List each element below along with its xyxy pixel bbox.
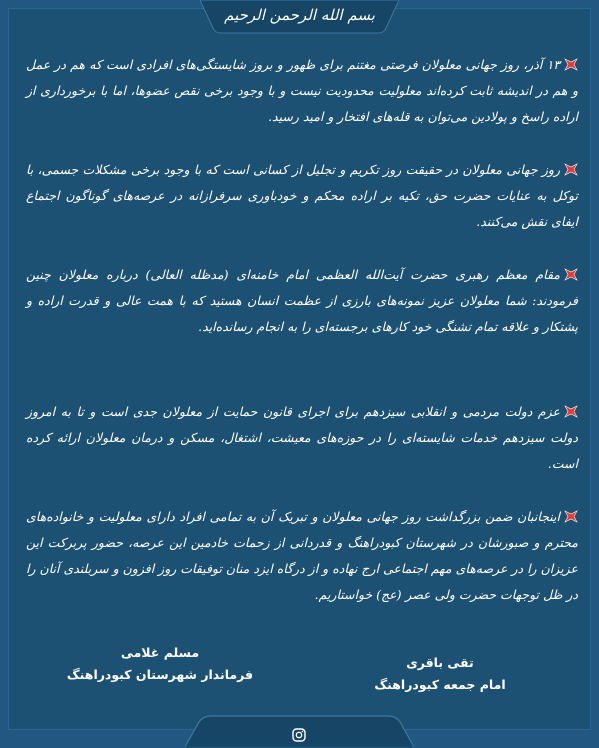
paragraph-text: روز جهانی معلولان در حقیقت روز تکریم و تجلیل از کسانی است که با وجود برخی مشکلات جسمی، با توکل به عنایات حضرت حق، تکیه بر اراده محکم و خودباوری سرفرازانه در عرصه‌های گوناگون اجتماع ایفای نقش می‌کنند. bbox=[26, 162, 578, 229]
paragraph-1 bbox=[26, 52, 578, 130]
paragraph-text: مقام معظم رهبری حضرت آیت‌الله العظمی امام خامنه‌ای (مدظله العالی) درباره معلولان چنین فرمودند: شما معلولان عزیز نمونه‌های بارزی از عظمت انسان هستید که با همت عالی و قدرت اراده و پشتکار و علاقه تمام تشنگی خود کارهای برجسته‌ای را به انجام رسانده‌اید. bbox=[26, 267, 578, 334]
red-star-icon bbox=[564, 510, 578, 523]
paragraph-4 bbox=[26, 399, 578, 477]
red-star-icon bbox=[564, 268, 578, 281]
page-title: بسم الله الرحمن الرحیم bbox=[224, 6, 375, 24]
paragraph-5 bbox=[26, 504, 578, 608]
paragraph-text: ۱۳ آذر، روز جهانی معلولان فرصتی مغتنم برای ظهور و بروز شایستگی‌های افرادی است که هم در عمل و هم در اندیشه ثابت کرده‌اند معلولیت محدودیت نیست و با وجود برخی نقص عضوها، اما با برخورداری از اراده راسخ و پولادین می‌توان به قله‌های افتخار و امید رسید. bbox=[26, 57, 578, 124]
signer-role: امام جمعه کبودراهنگ bbox=[374, 677, 506, 692]
paragraph-2 bbox=[26, 157, 578, 235]
red-star-icon bbox=[564, 405, 578, 418]
signer-name: مسلم غلامی bbox=[120, 645, 200, 660]
signature-imam bbox=[340, 652, 540, 696]
red-star-icon bbox=[564, 58, 578, 71]
instagram-icon[interactable] bbox=[292, 728, 306, 742]
paragraph-text: عزم دولت مردمی و انقلابی سیزدهم برای اجرای قانون حمایت از معلولان جدی است و تا به امروز دولت سیزدهم خدمات شایسته‌ای را در حوزه‌های معیشت، اشتغال، مسکن و درمان معلولان ارائه کرده است. bbox=[26, 404, 578, 471]
signer-name: تقی باقری bbox=[406, 655, 474, 670]
red-star-icon bbox=[564, 163, 578, 176]
paragraph-3 bbox=[26, 262, 578, 340]
signature-governor bbox=[60, 642, 260, 686]
header-banner bbox=[200, 0, 399, 34]
signer-role: فرماندار شهرستان کبودراهنگ bbox=[66, 667, 254, 682]
paragraph-text: اینجانبان ضمن بزرگداشت روز جهانی معلولان و تبریک آن به تمامی افراد دارای معلولیت و خانواده‌های محترم و صبورشان در شهرستان کبودراهنگ و قدردانی از زحمات خادمین این عرصه، حضور پربرکت این عزیزان را در عرصه‌های مهم اجتماعی ارج نهاده و از درگاه ایزد منان توفیقات روز افزون و سربلندی آنان را در ظل توجهات حضرت ولی عصر (عج) خواستاریم. bbox=[26, 509, 578, 602]
